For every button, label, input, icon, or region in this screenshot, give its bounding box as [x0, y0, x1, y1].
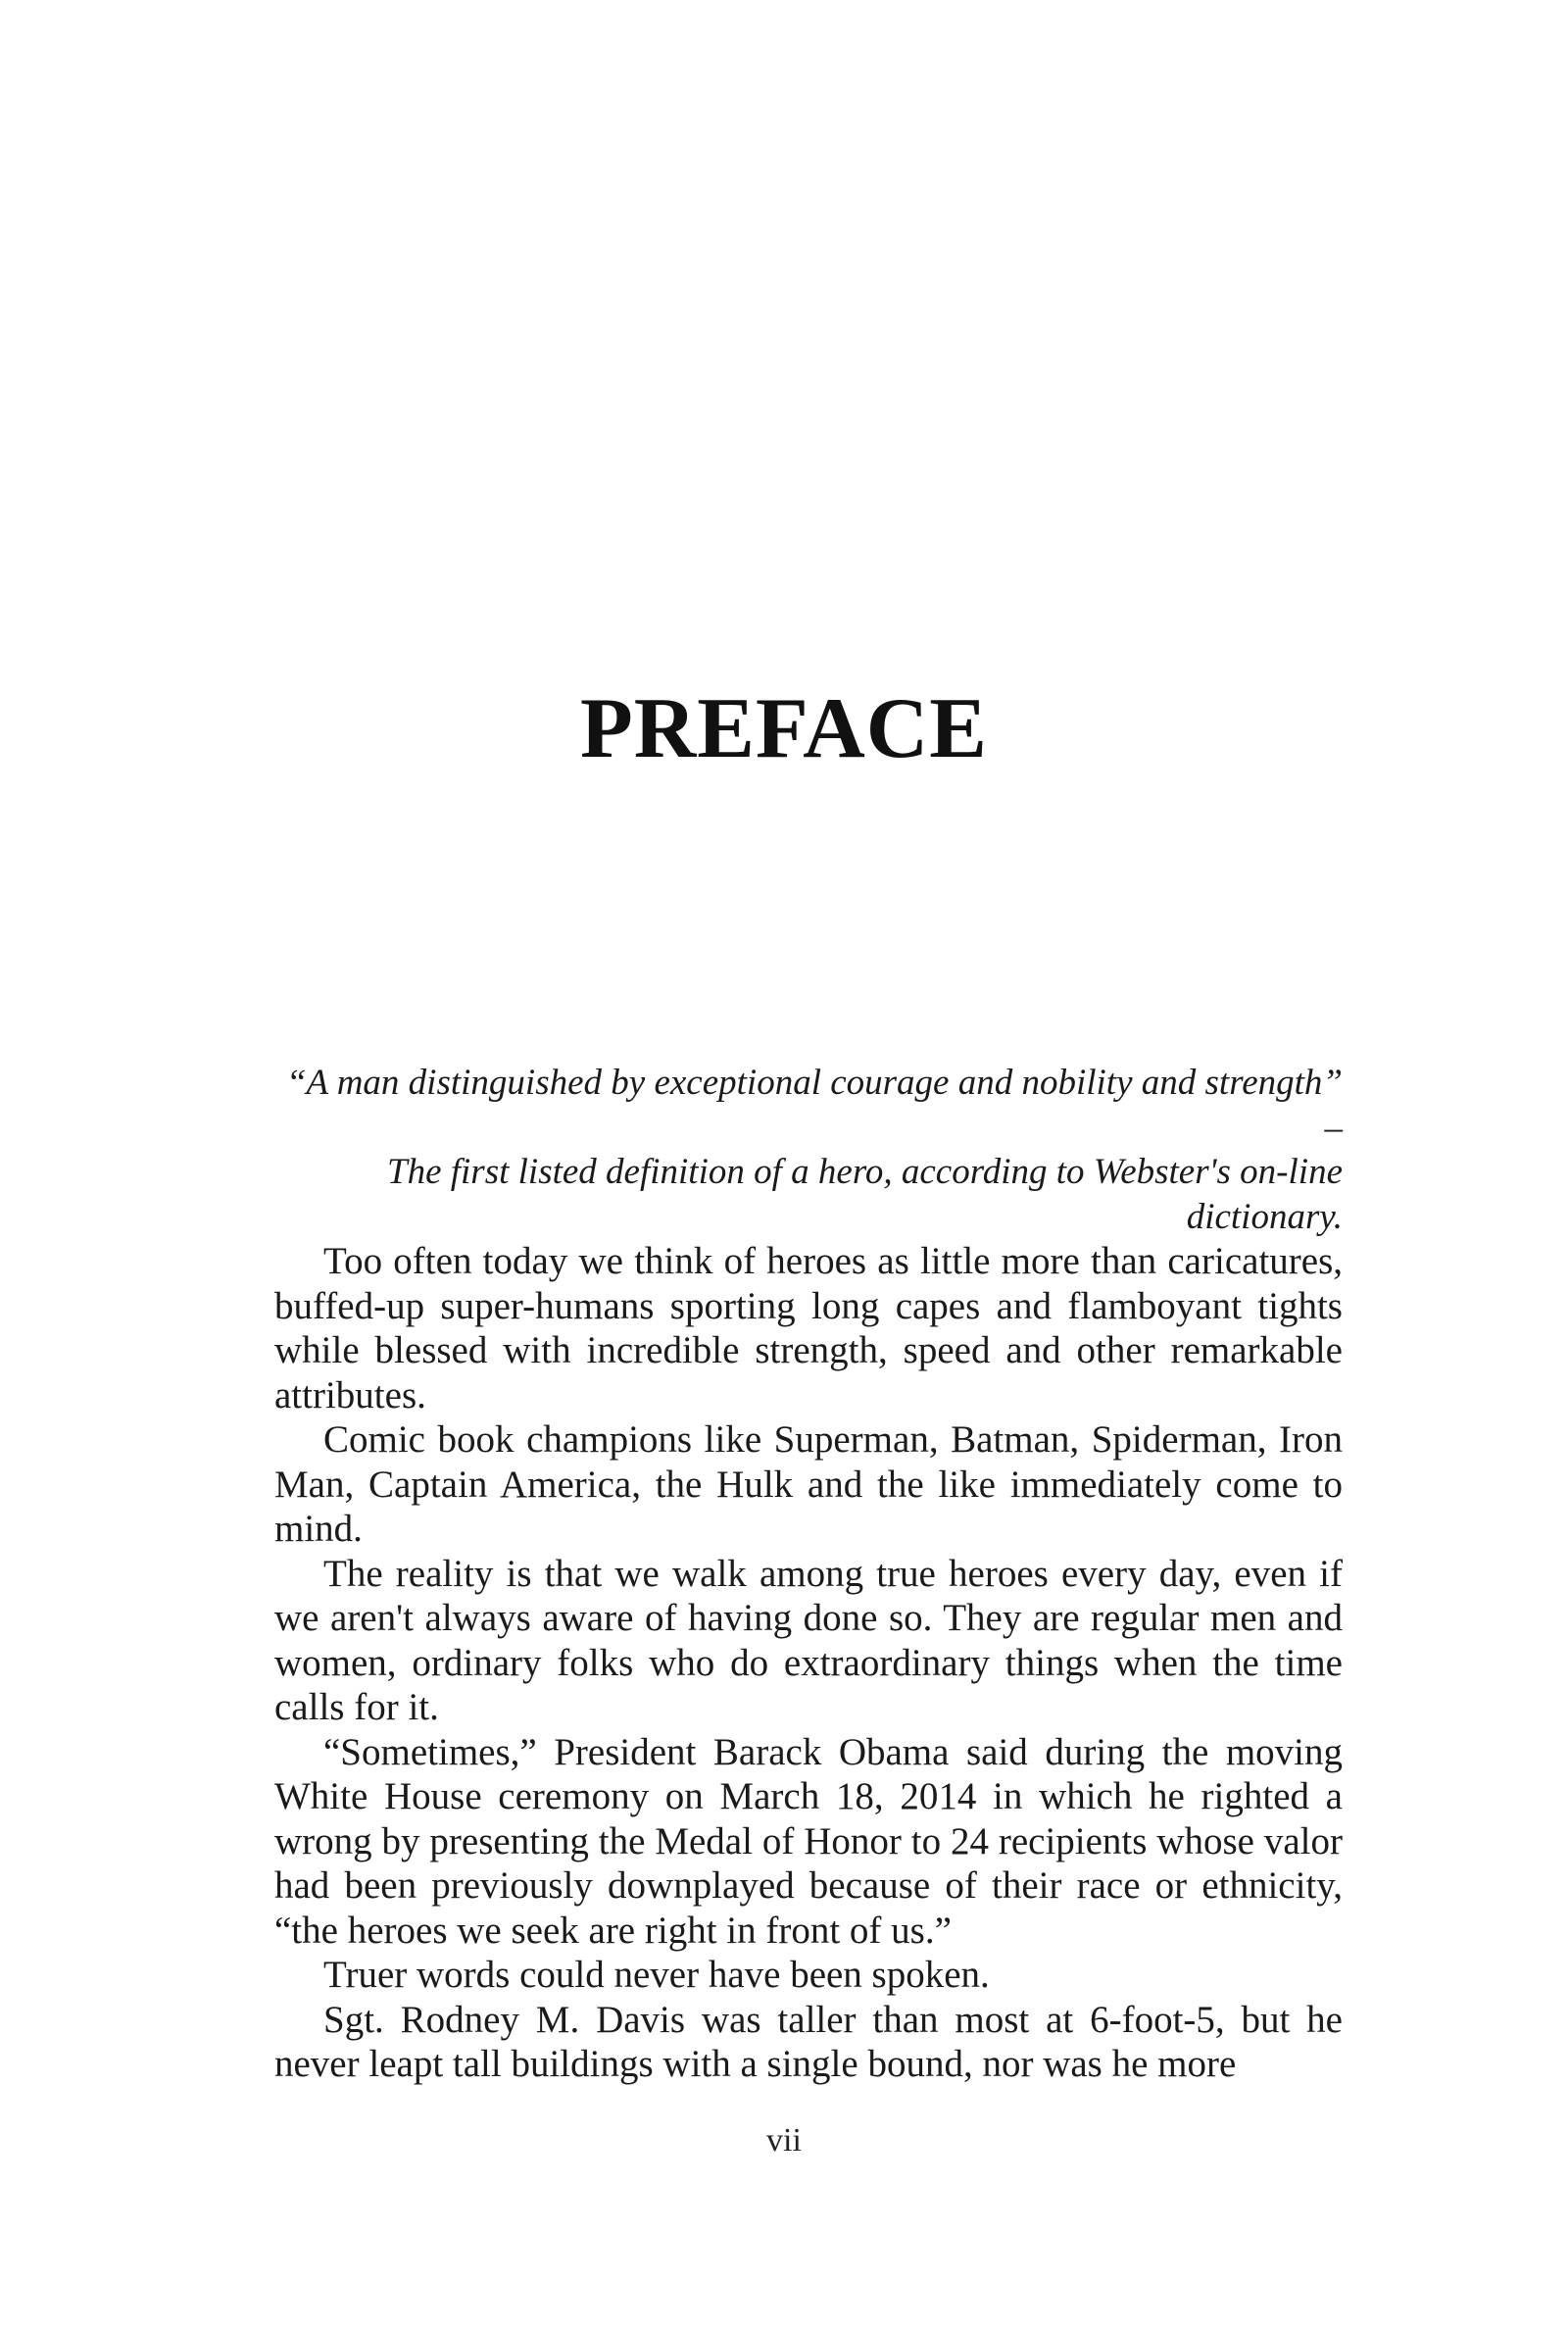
paragraph: The reality is that we walk among true heroes every day, even if we aren't always aware of having done so. They are regular men and women, ordinary folks who do extraordinary things when the time calls for it.: [274, 1552, 1343, 1728]
epigraph-attribution: The first listed definition of a hero, according to Webster's on-line dictionary.: [387, 1152, 1343, 1237]
epigraph-quote: “A man distinguished by exceptional courage and nobility and strength” –: [285, 1063, 1343, 1148]
page-number: vii: [766, 2122, 802, 2159]
page-title: PREFACE: [579, 681, 989, 776]
paragraph: Truer words could never have been spoken.: [323, 1954, 990, 1996]
preface-body: [274, 1061, 1343, 2087]
paragraph: Too often today we think of heroes as little more than caricatures, buffed-up super-humans sporting long capes and flamboyant tights while blessed with incredible strength, speed and other remarkable attributes.: [274, 1240, 1343, 1416]
paragraph: “Sometimes,” President Barack Obama said during the moving White House ceremony on March 18, 2014 in which he righted a wrong by presenting the Medal of Honor to 24 recipients whose valor had been previously downplayed because of their race or ethnicity, “the heroes we seek are right in front of us.”: [274, 1730, 1343, 1952]
paragraph: Comic book champions like Superman, Batman, Spiderman, Iron Man, Captain America, the Hulk and the like immediately come to mind.: [274, 1418, 1343, 1550]
epigraph: [274, 1061, 1343, 1239]
paragraph: Sgt. Rodney M. Davis was taller than most at 6-foot-5, but he never leapt tall buildings with a single bound, nor was he more: [274, 1998, 1343, 2085]
